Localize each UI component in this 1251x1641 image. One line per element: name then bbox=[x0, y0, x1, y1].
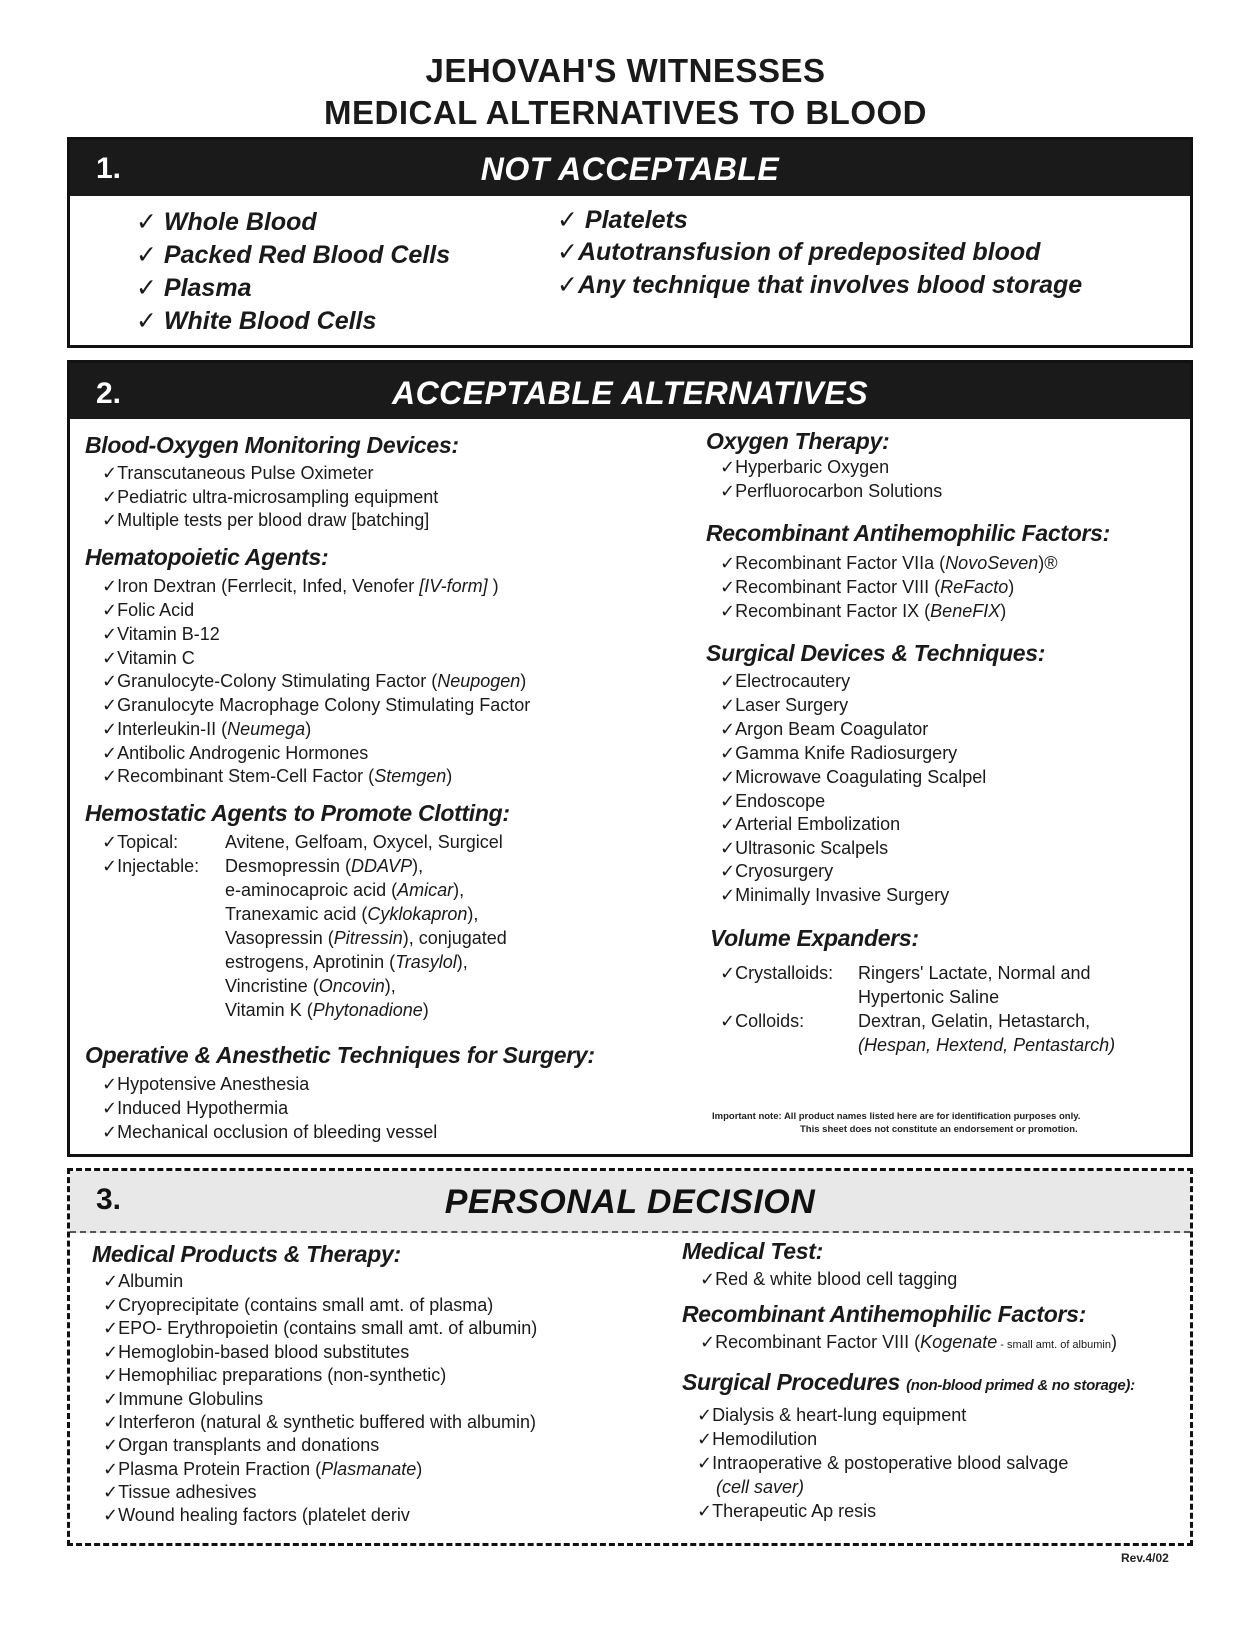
list-item: ✓Any technique that involves blood storage bbox=[557, 271, 1083, 299]
list-item: ✓Hemophiliac preparations (non-synthetic) bbox=[103, 1365, 447, 1385]
heading-medical-test: Medical Test: bbox=[682, 1238, 823, 1264]
crystalloids-line: Hypertonic Saline bbox=[858, 987, 1000, 1007]
list-item: ✓ Plasma bbox=[136, 274, 252, 302]
list-item: ✓Hemodilution bbox=[697, 1429, 818, 1449]
section-title: PERSONAL DECISION bbox=[444, 1183, 816, 1221]
list-item-colloids: ✓Colloids: bbox=[720, 1011, 805, 1031]
section-3-header bbox=[70, 1171, 1190, 1233]
list-item: ✓Hypotensive Anesthesia bbox=[102, 1074, 310, 1094]
heading-surgical-procedures: Surgical Procedures (non-blood primed & no storage): bbox=[682, 1369, 1135, 1395]
revision-label: Rev.4/02 bbox=[1121, 1551, 1169, 1565]
list-item: ✓Electrocautery bbox=[720, 671, 851, 691]
list-item: ✓Vitamin C bbox=[102, 648, 195, 668]
topical-value: Avitene, Gelfoam, Oxycel, Surgicel bbox=[225, 832, 503, 852]
injectable-line: Desmopressin (DDAVP), bbox=[225, 856, 424, 876]
list-item: ✓Recombinant Factor IX (BeneFIX) bbox=[720, 601, 1007, 621]
list-item: ✓Red & white blood cell tagging bbox=[700, 1269, 958, 1289]
section-number: 2. bbox=[96, 377, 122, 410]
injectable-line: Tranexamic acid (Cyklokapron), bbox=[225, 904, 479, 924]
list-item: ✓Wound healing factors (platelet deriv bbox=[103, 1505, 410, 1525]
list-item: ✓Albumin bbox=[103, 1271, 184, 1291]
heading-volume-expanders: Volume Expanders: bbox=[710, 925, 919, 951]
list-item: ✓Plasma Protein Fraction (Plasmanate) bbox=[103, 1459, 423, 1479]
injectable-line: Vitamin K (Phytonadione) bbox=[225, 1000, 429, 1020]
section-2-header bbox=[70, 363, 1190, 419]
page-title bbox=[0, 50, 1251, 134]
list-item-continued: (cell saver) bbox=[716, 1477, 805, 1497]
list-item: ✓Intraoperative & postoperative blood salvage bbox=[697, 1453, 1069, 1473]
injectable-line: Vasopressin (Pitressin), conjugated bbox=[225, 928, 507, 948]
list-item: ✓Ultrasonic Scalpels bbox=[720, 838, 889, 858]
heading-recombinant: Recombinant Antihemophilic Factors: bbox=[706, 520, 1110, 546]
list-item: ✓ Whole Blood bbox=[136, 208, 317, 236]
section-title: NOT ACCEPTABLE bbox=[480, 151, 780, 187]
list-item: ✓EPO- Erythropoietin (contains small amt. of albumin) bbox=[103, 1318, 538, 1338]
list-item-injectable: ✓Injectable: bbox=[102, 856, 200, 876]
list-item: ✓Endoscope bbox=[720, 791, 826, 811]
list-item: ✓Hyperbaric Oxygen bbox=[720, 457, 890, 477]
title-line-2: MEDICAL ALTERNATIVES TO BLOOD bbox=[323, 94, 927, 131]
list-item: ✓Cryoprecipitate (contains small amt. of plasma) bbox=[103, 1295, 494, 1315]
list-item: ✓Laser Surgery bbox=[720, 695, 849, 715]
list-item: ✓Microwave Coagulating Scalpel bbox=[720, 767, 987, 787]
list-item: ✓ Packed Red Blood Cells bbox=[136, 241, 451, 269]
heading-blood-oxygen: Blood-Oxygen Monitoring Devices: bbox=[85, 432, 459, 458]
section-acceptable-alternatives bbox=[67, 360, 1193, 1157]
list-item: ✓Recombinant Factor VIIa (NovoSeven)® bbox=[720, 553, 1058, 573]
injectable-line: e-aminocaproic acid (Amicar), bbox=[225, 880, 465, 900]
section-1-header bbox=[70, 140, 1190, 196]
colloids-line: (Hespan, Hextend, Pentastarch) bbox=[858, 1035, 1116, 1055]
list-item: ✓Cryosurgery bbox=[720, 861, 834, 881]
list-item: ✓ Platelets bbox=[557, 206, 688, 234]
heading-recombinant: Recombinant Antihemophilic Factors: bbox=[682, 1301, 1086, 1327]
list-item: ✓Mechanical occlusion of bleeding vessel bbox=[102, 1122, 438, 1142]
section-number: 3. bbox=[96, 1183, 122, 1216]
heading-surgical-devices: Surgical Devices & Techniques: bbox=[706, 640, 1046, 666]
list-item: ✓Recombinant Factor VIII (ReFacto) bbox=[720, 577, 1015, 597]
section-not-acceptable bbox=[67, 137, 1193, 348]
list-item: ✓Perfluorocarbon Solutions bbox=[720, 481, 943, 501]
list-item: ✓Iron Dextran (Ferrlecit, Infed, Venofer [IV-form] ) bbox=[102, 576, 499, 596]
list-item-topical: ✓Topical: bbox=[102, 832, 179, 852]
list-item: ✓Arterial Embolization bbox=[720, 814, 901, 834]
list-item: ✓Therapeutic Ap resis bbox=[697, 1501, 877, 1521]
list-item: ✓Folic Acid bbox=[102, 600, 195, 620]
list-item: ✓Minimally Invasive Surgery bbox=[720, 885, 950, 905]
injectable-line: Vincristine (Oncovin), bbox=[225, 976, 396, 996]
section-number: 1. bbox=[96, 152, 122, 185]
section-personal-decision bbox=[67, 1168, 1193, 1546]
list-item: ✓Organ transplants and donations bbox=[103, 1435, 380, 1455]
heading-hematopoietic: Hematopoietic Agents: bbox=[85, 544, 329, 570]
list-item: ✓Recombinant Factor VIII (Kogenate - small amt. of albumin) bbox=[700, 1332, 1117, 1352]
important-note: This sheet does not constitute an endorsement or promotion. bbox=[800, 1124, 1078, 1135]
title-line-1: JEHOVAH'S WITNESSES bbox=[425, 52, 826, 89]
list-item: ✓Transcutaneous Pulse Oximeter bbox=[102, 463, 374, 483]
list-item: ✓Dialysis & heart-lung equipment bbox=[697, 1405, 967, 1425]
colloids-line: Dextran, Gelatin, Hetastarch, bbox=[858, 1011, 1091, 1031]
list-item: ✓Argon Beam Coagulator bbox=[720, 719, 929, 739]
injectable-line: estrogens, Aprotinin (Trasylol), bbox=[225, 952, 468, 972]
heading-medical-products: Medical Products & Therapy: bbox=[92, 1241, 401, 1267]
list-item: ✓Multiple tests per blood draw [batching] bbox=[102, 510, 430, 530]
list-item: ✓Autotransfusion of predeposited blood bbox=[557, 238, 1041, 266]
list-item: ✓Granulocyte-Colony Stimulating Factor (Neupogen) bbox=[102, 671, 527, 691]
section-title: ACCEPTABLE ALTERNATIVES bbox=[391, 375, 869, 411]
list-item: ✓Granulocyte Macrophage Colony Stimulating Factor bbox=[102, 695, 531, 715]
list-item: ✓Hemoglobin-based blood substitutes bbox=[103, 1342, 410, 1362]
heading-hemostatic: Hemostatic Agents to Promote Clotting: bbox=[85, 800, 510, 826]
heading-operative: Operative & Anesthetic Techniques for Surgery: bbox=[85, 1042, 595, 1068]
list-item: ✓Immune Globulins bbox=[103, 1389, 264, 1409]
list-item-crystalloids: ✓Crystalloids: bbox=[720, 963, 834, 983]
list-item: ✓Gamma Knife Radiosurgery bbox=[720, 743, 958, 763]
list-item: ✓Interferon (natural & synthetic buffered with albumin) bbox=[103, 1412, 536, 1432]
important-note: Important note: All product names listed here are for identification purposes only. bbox=[712, 1111, 1081, 1122]
list-item: ✓Interleukin-II (Neumega) bbox=[102, 719, 312, 739]
list-item: ✓Antibolic Androgenic Hormones bbox=[102, 743, 369, 763]
crystalloids-line: Ringers' Lactate, Normal and bbox=[858, 963, 1091, 983]
heading-oxygen-therapy: Oxygen Therapy: bbox=[706, 428, 890, 454]
list-item: ✓Tissue adhesives bbox=[103, 1482, 257, 1502]
list-item: ✓Recombinant Stem-Cell Factor (Stemgen) bbox=[102, 766, 453, 786]
list-item: ✓Pediatric ultra-microsampling equipment bbox=[102, 487, 439, 507]
list-item: ✓ White Blood Cells bbox=[136, 307, 377, 335]
list-item: ✓Induced Hypothermia bbox=[102, 1098, 289, 1118]
list-item: ✓Vitamin B-12 bbox=[102, 624, 220, 644]
